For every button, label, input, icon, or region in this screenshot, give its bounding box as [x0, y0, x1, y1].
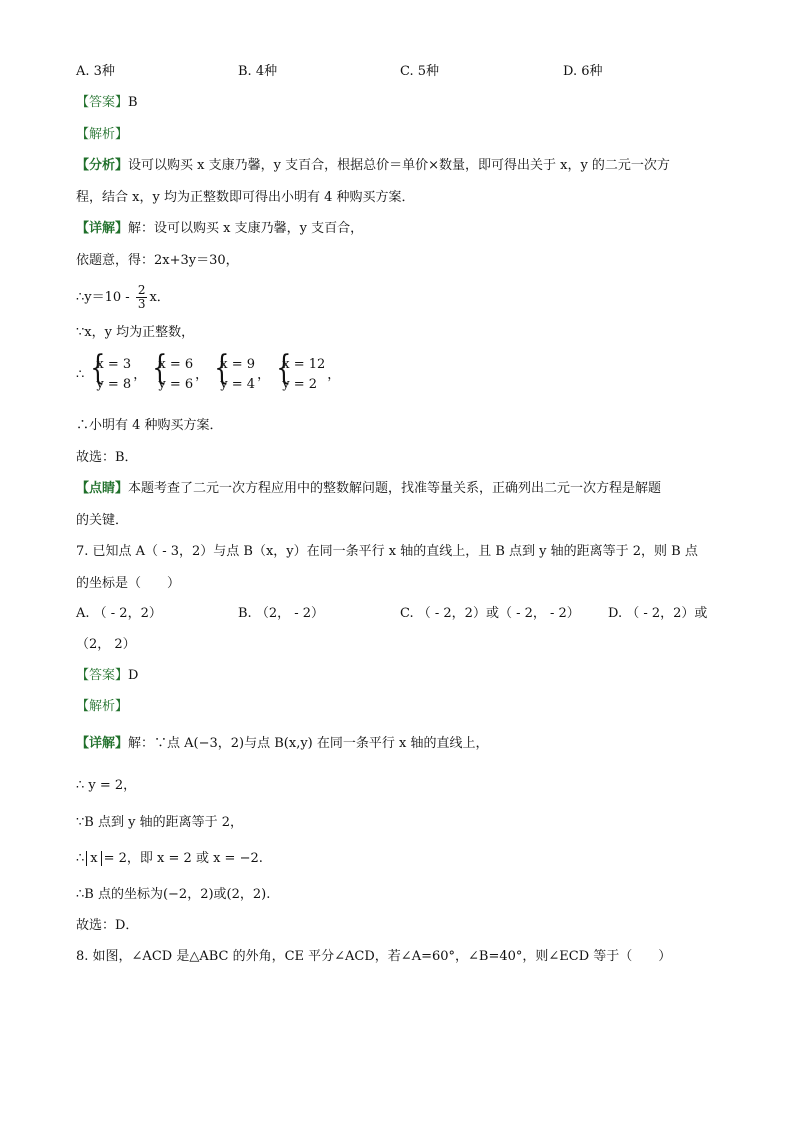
detail-line-1 — [76, 221, 363, 237]
detail-line-3-prefix: ∴y＝10 - — [76, 290, 130, 305]
option-a: A. 3种 — [76, 64, 115, 79]
solution-system-3 — [212, 348, 256, 395]
solution-system-1 — [88, 348, 132, 395]
q7-detail-line-2: ∴ y = 2， — [76, 778, 137, 793]
dianjing-line-2: 的关键． — [76, 513, 129, 528]
solution-system-2 — [150, 348, 194, 395]
detail-line-3 — [76, 282, 170, 314]
q8-stem-line-1: 8. 如图，∠ACD 是△ABC 的外角，CE 平分∠ACD，若∠A=60°，∠B=40°，则∠ECD 等于（ ） — [76, 949, 672, 964]
q7-detail-line-1 — [76, 736, 488, 752]
q7-option-d: D. （ - 2，2）或 — [608, 606, 708, 621]
q7-answer-value: D — [128, 668, 139, 683]
dianjing-tag: 【点睛】 — [76, 481, 129, 496]
detail-line-4: ∵x，y 均为正整数， — [76, 325, 195, 340]
solution-y: y = 8 — [96, 377, 132, 392]
q7-stem-line-2: 的坐标是（ ） — [76, 576, 181, 591]
q7-detail-line-4-suffix: = 2，即 x = 2 或 x = −2. — [103, 851, 263, 866]
fenxi-tag: 【分析】 — [76, 158, 129, 173]
solution-y: y = 2 — [282, 377, 318, 392]
q7-detail-text-1: 解：∵点 A(−3，2)与点 B(x,y) 在同一条平行 x 轴的直线上， — [128, 736, 489, 751]
q7-detail-line-4-prefix: ∴ — [76, 851, 85, 866]
detail-line-2: 依题意，得：2x+3y＝30， — [76, 253, 239, 268]
detail-line-6: ∴小明有 4 种购买方案． — [76, 418, 223, 433]
solutions-separator: ， — [195, 367, 209, 383]
q7-option-b: B. （2， - 2） — [238, 606, 325, 621]
fenxi-text-1: 设可以购买 x 支康乃馨，y 支百合，根据总价＝单价×数量，即可得出关于 x，y 的二元一次方 — [128, 158, 670, 173]
choice-line: 故选：B． — [76, 450, 138, 465]
solution-y: y = 6 — [158, 377, 194, 392]
detail-text-1: 解：设可以购买 x 支康乃馨，y 支百合， — [128, 221, 364, 236]
solution-x: x = 6 — [158, 357, 194, 372]
dianjing-text-1: 本题考查了二元一次方程应用中的整数解问题，找准等量关系，正确列出二元一次方程是解题 — [128, 481, 662, 496]
fenxi-line-2: 程，结合 x，y 均为正整数即可得出小明有 4 种购买方案． — [76, 190, 415, 205]
solution-x: x = 9 — [220, 357, 256, 372]
solution-x: x = 3 — [96, 357, 132, 372]
solution-y: y = 4 — [220, 377, 256, 392]
option-b: B. 4种 — [238, 64, 278, 79]
brace-icon: { — [214, 348, 230, 388]
q7-choice-line: 故选：D． — [76, 918, 139, 933]
q7-detail-tag: 【详解】 — [76, 736, 129, 751]
q7-answer-tag: 【答案】 — [76, 668, 129, 683]
q7-option-c: C. （ - 2，2）或（ - 2， - 2） — [400, 606, 580, 621]
q7-option-d-cont: （2， 2） — [76, 637, 136, 652]
q7-analysis-tag: 【解析】 — [76, 699, 129, 714]
solutions-separator: ， — [133, 367, 147, 383]
fraction — [136, 284, 148, 311]
dianjing-line-1 — [76, 481, 661, 497]
solution-x: x = 12 — [282, 357, 326, 372]
brace-icon: { — [90, 348, 106, 388]
fraction-denominator: 3 — [137, 297, 146, 311]
solutions-separator: ， — [327, 367, 341, 383]
solutions-prefix: ∴ — [76, 367, 85, 383]
detail-tag: 【详解】 — [76, 221, 129, 236]
answer-line — [76, 95, 138, 111]
q7-analysis-heading — [76, 699, 128, 715]
analysis-heading — [76, 127, 128, 143]
fraction-numerator: 2 — [137, 283, 146, 297]
q7-detail-line-3: ∵B 点到 y 轴的距离等于 2， — [76, 815, 243, 830]
q7-detail-line-5: ∴B 点的坐标为(−2，2)或(2，2). — [76, 887, 271, 902]
solutions-separator: ， — [257, 367, 271, 383]
q7-option-a: A. （ - 2，2） — [76, 606, 162, 621]
answer-value: B — [128, 95, 138, 110]
q7-answer-line — [76, 668, 138, 684]
solution-system-4 — [274, 348, 326, 395]
absolute-value: x — [86, 851, 101, 866]
detail-line-3-suffix: x． — [149, 290, 170, 305]
q7-stem-line-1: 7. 已知点 A（ - 3，2）与点 B（x，y）在同一条平行 x 轴的直线上，且 B 点到 y 轴的距离等于 2，则 B 点 — [76, 544, 698, 559]
fenxi-line-1 — [76, 158, 670, 174]
option-c: C. 5种 — [400, 64, 440, 79]
answer-tag: 【答案】 — [76, 95, 129, 110]
option-d: D. 6种 — [563, 64, 603, 79]
brace-icon: { — [152, 348, 168, 388]
solutions-line — [76, 348, 341, 396]
q7-detail-line-4 — [76, 851, 263, 867]
analysis-tag: 【解析】 — [76, 127, 129, 142]
brace-icon: { — [276, 348, 292, 388]
